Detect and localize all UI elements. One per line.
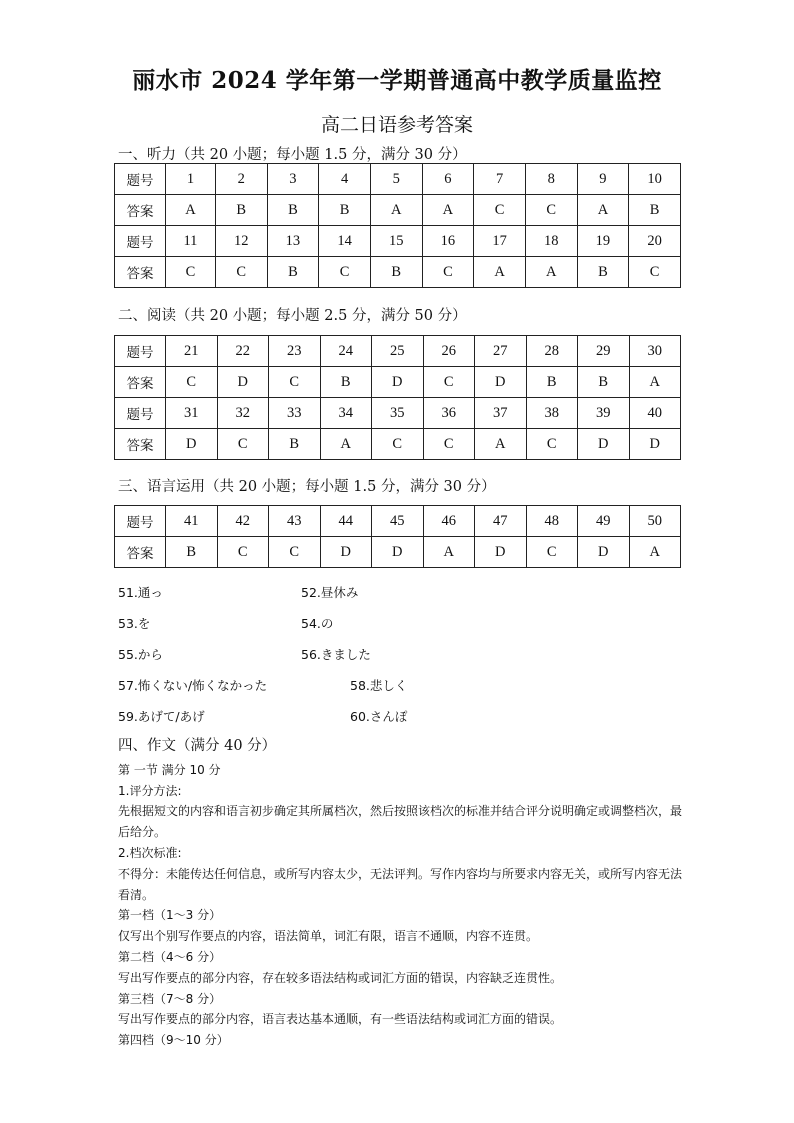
page-title: 丽水市 2024 学年第一学期普通高中教学质量监控: [132, 67, 662, 94]
question-number: 40: [629, 398, 681, 429]
answer-cell: B: [319, 195, 371, 226]
number-row: [115, 164, 681, 195]
essay-line: 第四档（9～10 分）: [118, 1033, 229, 1048]
answer-cell: D: [320, 537, 372, 568]
question-number: 11: [166, 226, 216, 257]
essay-line: 1.评分方法:: [118, 783, 182, 798]
answer-row: [115, 195, 681, 226]
question-number: 33: [269, 398, 321, 429]
answer-cell: B: [629, 195, 681, 226]
question-number: 49: [578, 506, 630, 537]
essay-line: 第一档（1～3 分）: [118, 908, 222, 923]
question-number: 23: [269, 336, 321, 367]
answer-cell: C: [269, 537, 321, 568]
answer-row: [115, 257, 681, 288]
question-number: 26: [423, 336, 475, 367]
question-number: 17: [474, 226, 526, 257]
essay-line: 第三档（7～8 分）: [118, 991, 222, 1006]
question-number: 10: [629, 164, 681, 195]
answer-table-reading: [114, 335, 681, 460]
question-number: 41: [166, 506, 218, 537]
question-number: 2: [215, 164, 267, 195]
answer-cell: D: [372, 537, 424, 568]
answer-cell: C: [217, 429, 269, 460]
answer-cell: B: [320, 367, 372, 398]
question-number: 24: [320, 336, 372, 367]
question-number: 6: [422, 164, 474, 195]
number-row: [115, 226, 681, 257]
answer-label: 答案: [115, 429, 166, 460]
answer-cell: C: [423, 429, 475, 460]
number-label: 题号: [115, 164, 166, 195]
section-heading-language-use: 三、语言运用（共 20 小题；每小题 1.5 分，满分 30 分）: [118, 479, 496, 495]
answer-cell: C: [319, 257, 371, 288]
question-number: 3: [267, 164, 319, 195]
answer-cell: B: [526, 367, 578, 398]
fill-in-answer: 59.あげて/あげ: [118, 709, 205, 724]
answer-cell: B: [267, 257, 319, 288]
question-number: 29: [578, 336, 630, 367]
answer-cell: A: [423, 537, 475, 568]
answer-label: 答案: [115, 537, 166, 568]
fill-in-answer: 51.通っ: [118, 585, 163, 600]
question-number: 50: [629, 506, 681, 537]
fill-in-answer: 56.きました: [301, 647, 371, 662]
question-number: 46: [423, 506, 475, 537]
question-number: 16: [422, 226, 474, 257]
answer-label: 答案: [115, 257, 166, 288]
answer-row: [115, 367, 681, 398]
number-row: [115, 506, 681, 537]
answer-cell: D: [372, 367, 424, 398]
answer-cell: A: [320, 429, 372, 460]
question-number: 47: [475, 506, 527, 537]
fill-in-answer: 52.昼休み: [301, 585, 359, 600]
answer-cell: A: [422, 195, 474, 226]
answer-cell: D: [166, 429, 218, 460]
answer-cell: C: [423, 367, 475, 398]
essay-line: 仅写出个别写作要点的内容，语法简单，词汇有限，语言不通顺，内容不连贯。: [118, 929, 539, 944]
answer-table-language-use: [114, 505, 681, 568]
answer-cell: B: [578, 367, 630, 398]
question-number: 5: [370, 164, 422, 195]
question-number: 44: [320, 506, 372, 537]
essay-section: [118, 738, 683, 1051]
fill-in-answer: 57.怖くない/怖くなかった: [118, 678, 268, 693]
essay-line: 第二档（4～6 分）: [118, 949, 222, 964]
section-heading-listening: 一、听力（共 20 小题；每小题 1.5 分，满分 30 分）: [118, 147, 467, 163]
answer-cell: A: [525, 257, 577, 288]
answer-cell: A: [629, 367, 681, 398]
answer-cell: D: [475, 537, 527, 568]
answer-cell: A: [166, 195, 216, 226]
fill-in-answer: 55.から: [118, 647, 163, 662]
question-number: 32: [217, 398, 269, 429]
question-number: 20: [629, 226, 681, 257]
question-number: 45: [372, 506, 424, 537]
question-number: 30: [629, 336, 681, 367]
question-number: 4: [319, 164, 371, 195]
question-number: 1: [166, 164, 216, 195]
fill-in-answer: 54.の: [301, 616, 334, 631]
answer-cell: C: [372, 429, 424, 460]
answer-cell: D: [578, 429, 630, 460]
answer-cell: C: [215, 257, 267, 288]
question-number: 7: [474, 164, 526, 195]
number-label: 题号: [115, 226, 166, 257]
answer-cell: B: [269, 429, 321, 460]
answer-cell: C: [217, 537, 269, 568]
answer-label: 答案: [115, 195, 166, 226]
question-number: 12: [215, 226, 267, 257]
question-number: 34: [320, 398, 372, 429]
question-number: 37: [475, 398, 527, 429]
question-number: 38: [526, 398, 578, 429]
fill-in-answer: 60.さんぽ: [350, 709, 408, 724]
answer-table-listening: [114, 163, 681, 288]
answer-cell: C: [422, 257, 474, 288]
question-number: 42: [217, 506, 269, 537]
question-number: 14: [319, 226, 371, 257]
answer-cell: C: [166, 367, 218, 398]
answer-cell: C: [526, 537, 578, 568]
answer-cell: C: [269, 367, 321, 398]
number-label: 题号: [115, 398, 166, 429]
question-number: 21: [166, 336, 218, 367]
question-number: 43: [269, 506, 321, 537]
answer-cell: D: [217, 367, 269, 398]
answer-cell: B: [215, 195, 267, 226]
answer-cell: C: [629, 257, 681, 288]
answer-cell: B: [267, 195, 319, 226]
number-row: [115, 336, 681, 367]
answer-cell: A: [629, 537, 681, 568]
number-row: [115, 398, 681, 429]
question-number: 39: [578, 398, 630, 429]
question-number: 19: [577, 226, 629, 257]
question-number: 48: [526, 506, 578, 537]
question-number: 13: [267, 226, 319, 257]
number-label: 题号: [115, 506, 166, 537]
answer-cell: B: [166, 537, 218, 568]
essay-line: 写出写作要点的部分内容，语言表达基本通顺，有一些语法结构或词汇方面的错误。: [118, 1012, 563, 1027]
question-number: 22: [217, 336, 269, 367]
question-number: 27: [475, 336, 527, 367]
question-number: 9: [577, 164, 629, 195]
answer-cell: A: [475, 429, 527, 460]
answer-cell: B: [370, 257, 422, 288]
question-number: 25: [372, 336, 424, 367]
answer-row: [115, 537, 681, 568]
question-number: 8: [525, 164, 577, 195]
question-number: 35: [372, 398, 424, 429]
essay-line: 写出写作要点的部分内容，存在较多语法结构或词汇方面的错误，内容缺乏连贯性。: [118, 970, 563, 985]
answer-label: 答案: [115, 367, 166, 398]
question-number: 28: [526, 336, 578, 367]
answer-cell: C: [526, 429, 578, 460]
answer-cell: A: [577, 195, 629, 226]
essay-line: 第 一节 满分 10 分: [118, 762, 221, 777]
answer-cell: B: [577, 257, 629, 288]
section-heading-reading: 二、阅读（共 20 小题；每小题 2.5 分，满分 50 分）: [118, 308, 467, 324]
answer-cell: C: [166, 257, 216, 288]
fill-in-answer: 58.悲しく: [350, 678, 408, 693]
page-subtitle: 高二日语参考答案: [320, 114, 473, 136]
answer-cell: C: [474, 195, 526, 226]
essay-line: 不得分：未能传达任何信息，或所写内容太少，无法评判。写作内容均与所要求内容无关，或所写内容无法看清。: [118, 866, 683, 902]
question-number: 15: [370, 226, 422, 257]
answer-row: [115, 429, 681, 460]
essay-line: 2.档次标准:: [118, 845, 182, 860]
essay-line: 先根据短文的内容和语言初步确定其所属档次，然后按照该档次的标准并结合评分说明确定或调整档次，最后给分。: [118, 804, 683, 840]
answer-cell: D: [578, 537, 630, 568]
question-number: 18: [525, 226, 577, 257]
question-number: 36: [423, 398, 475, 429]
answer-cell: D: [475, 367, 527, 398]
answer-cell: A: [474, 257, 526, 288]
question-number: 31: [166, 398, 218, 429]
fill-in-answer: 53.を: [118, 616, 151, 631]
answer-cell: D: [629, 429, 681, 460]
section-heading-essay: 四、作文（满分 40 分）: [118, 738, 277, 754]
number-label: 题号: [115, 336, 166, 367]
answer-cell: A: [370, 195, 422, 226]
answer-cell: C: [525, 195, 577, 226]
